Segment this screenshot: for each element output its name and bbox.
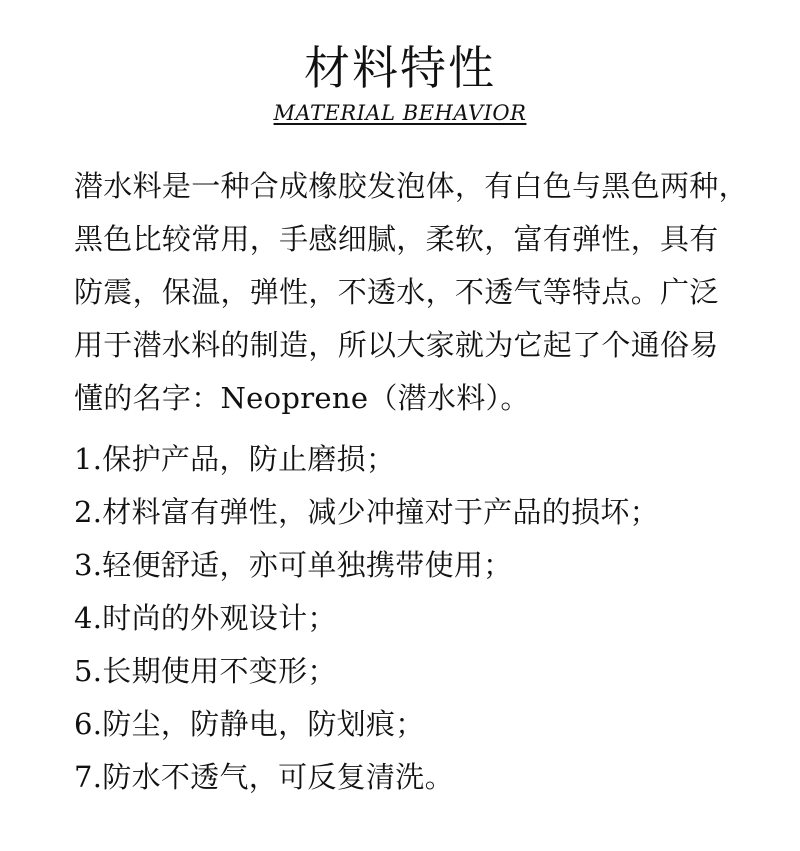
feature-item-7: 7.防水不透气，可反复清洗。 [74,760,454,794]
page-title: 材料特性 [304,41,496,95]
intro-line-1: 潜水料是一种合成橡胶发泡体，有白色与黑色两种， [74,169,748,203]
intro-line-4: 用于潜水料的制造，所以大家就为它起了个通俗易 [74,328,719,362]
feature-item-1: 1.保护产品，防止磨损； [74,442,396,476]
feature-item-3: 3.轻便舒适，亦可单独携带使用； [74,548,513,582]
intro-line-2: 黑色比较常用，手感细腻，柔软，富有弹性，具有 [74,222,719,256]
feature-list [74,433,774,804]
intro-line-5: 懂的名字：Neoprene（潜水料）。 [74,381,530,415]
page-subtitle: MATERIAL BEHAVIOR [273,101,527,125]
feature-item-5: 5.长期使用不变形； [74,654,337,688]
feature-item-6: 6.防尘，防静电，防划痕； [74,707,425,741]
feature-item-4: 4.时尚的外观设计； [74,601,337,635]
intro-line-3: 防震，保温，弹性，不透水，不透气等特点。广泛 [74,275,719,309]
intro-paragraph [74,160,774,425]
feature-item-2: 2.材料富有弹性，减少冲撞对于产品的损坏； [74,495,659,529]
content-body [74,160,774,804]
